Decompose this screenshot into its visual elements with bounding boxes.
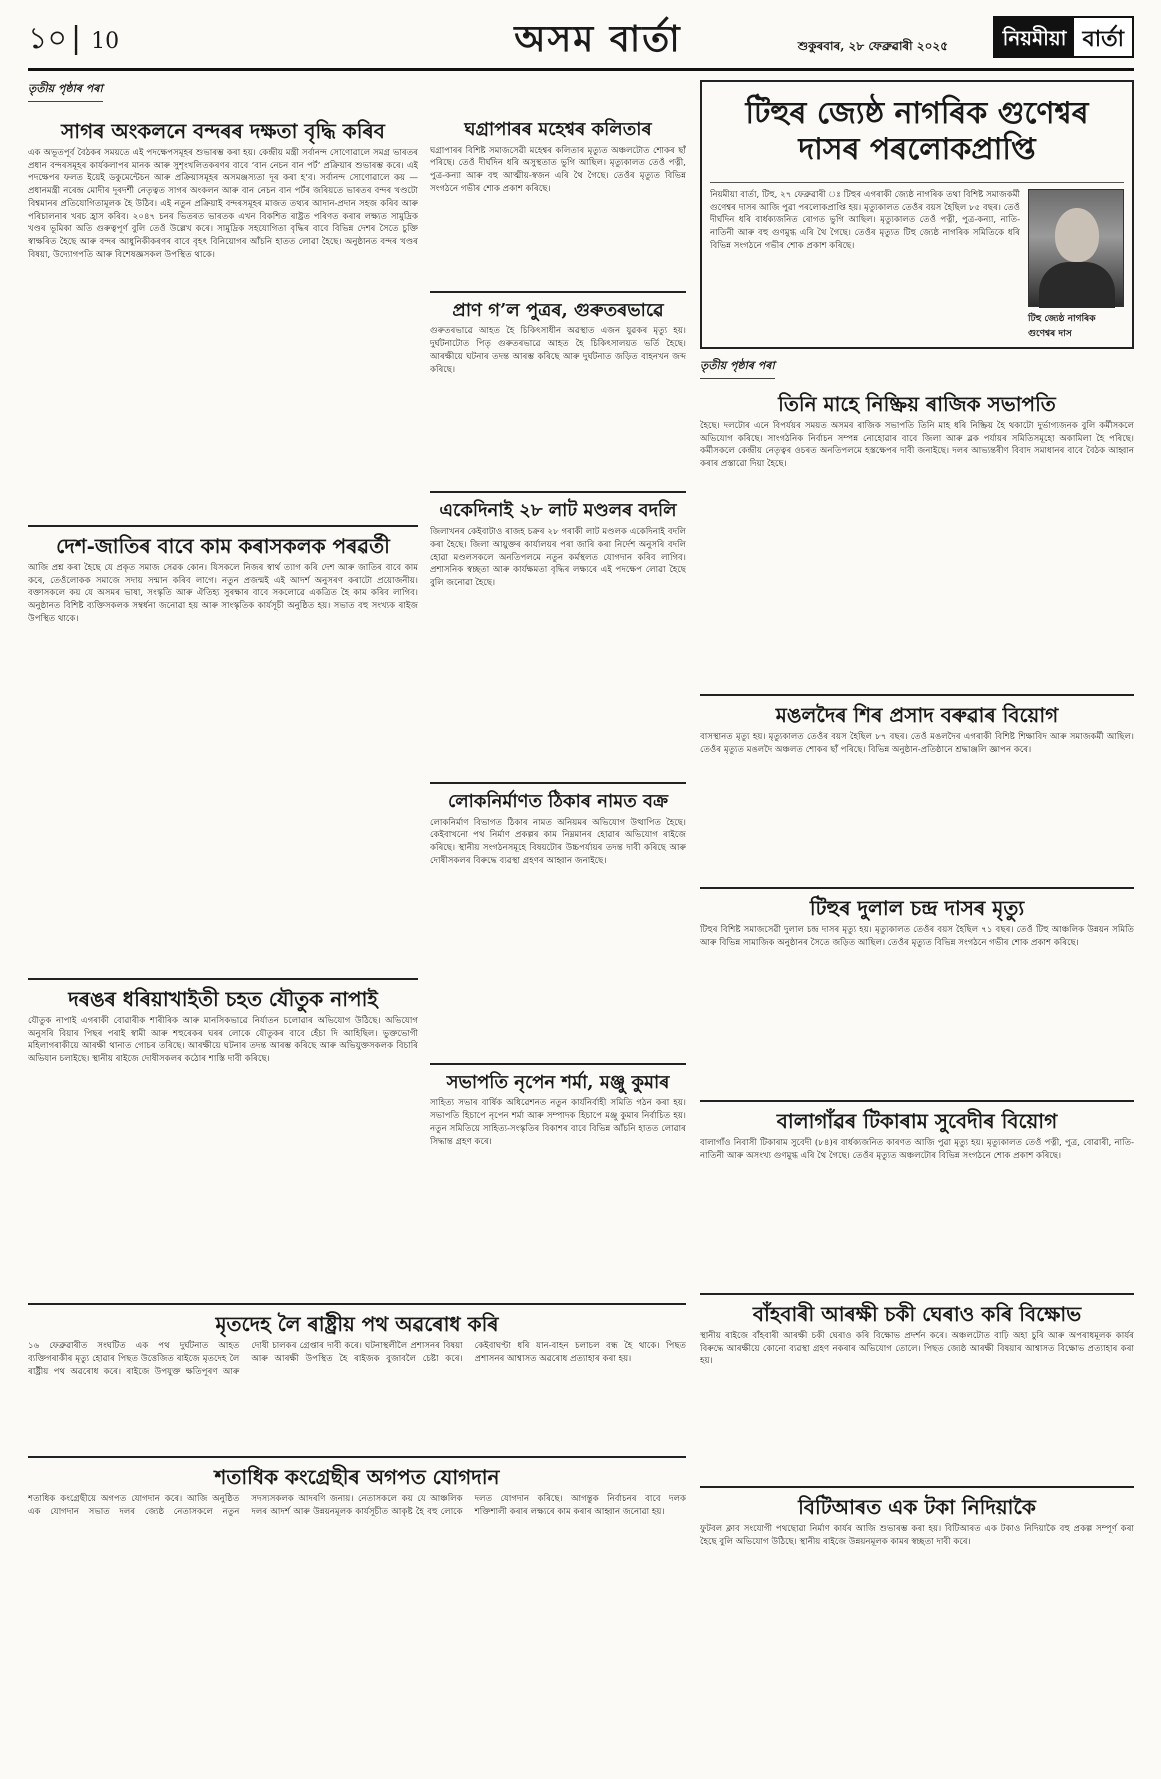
article-headline: দৰঙৰ ধৰিয়াখাইতী চহত যৌতুক নাপাই xyxy=(68,987,378,1011)
feature-body: নিয়মীয়া বাৰ্তা, টিহু, ২৭ ফেব্ৰুৱাৰী ঃ টিহুৰ এগৰাকী জ্যেষ্ঠ নাগৰিক তথা বিশিষ্ট সমাজকৰ্মী গুণেশ্বৰ দাসৰ আজি পুৱা পৰলোকপ্ৰাপ্তি হয়। মৃত্যুকালত তেওঁৰ বয়স হৈছিল ৮৫ বছৰ। তেওঁ দীৰ্ঘদিন ধৰি বাৰ্ধক্যজনিত ৰোগত ভুগি আছিল। মৃত্যুকালত তেওঁ পত্নী, পুত্ৰ-কন্যা, নাতি-নাতিনী আৰু বহু গুণমুগ্ধ এৰি থৈ গৈছে। তেওঁৰ মৃত্যুত টিহু জ্যেষ্ঠ নাগৰিক সমিতিকে ধৰি বিভিন্ন সংগঠনে গভীৰ শোক প্ৰকাশ কৰিছে। xyxy=(710,190,1020,251)
newspaper-logo xyxy=(993,16,1134,58)
article xyxy=(430,112,686,285)
article-body: আজি প্ৰশ্ন কৰা হৈছে যে প্ৰকৃত সমাজ সেৱক কোন। যিসকলে নিজৰ স্বাৰ্থ ত্যাগ কৰি দেশ আৰু জাতিৰ বাবে কাম কৰে, তেওঁলোকক সমাজে সদায় সন্মান কৰিব লাগে। নতুন প্ৰজন্মই এই আদৰ্শ অনুসৰণ কৰাটো প্ৰয়োজনীয়। বক্তাসকলে কয় যে অসমৰ ভাষা, সংস্কৃতি আৰু ঐতিহ্য সুৰক্ষাৰ বাবে সকলোৱে একত্ৰিত হৈ কাম কৰিব লাগিব। অনুষ্ঠানত বিশিষ্ট ব্যক্তিসকলক সম্বৰ্ধনা জনোৱা হয় আৰু সাংস্কৃতিক কাৰ্যসূচী অনুষ্ঠিত হয়। সভাত বহু সংখ্যক ৰাইজ উপস্থিত থাকে। xyxy=(28,563,418,624)
left-side-stories xyxy=(430,106,686,1297)
article xyxy=(700,1293,1134,1480)
article xyxy=(28,525,418,972)
article xyxy=(430,1063,686,1298)
article xyxy=(430,782,686,1057)
article-headline: তিনি মাহে নিষ্ক্ৰিয় ৰাজিক সভাপতি xyxy=(778,392,1056,416)
article-headline: বালাগাঁৱৰ টিকাৰাম সুবেদীৰ বিয়োগ xyxy=(776,1109,1058,1133)
divider xyxy=(710,182,1124,183)
article xyxy=(700,385,1134,688)
article-headline: বাঁহবাৰী আৰক্ষী চকী ঘেৰাও কৰি বিক্ষোভ xyxy=(752,1302,1082,1326)
article-headline: দেশ-জাতিৰ বাবে কাম কৰাসকলক পৰৱৰ্তী xyxy=(56,534,390,558)
article-headline: বিটিআৰত এক টকা নিদিয়াকৈ xyxy=(798,1495,1036,1519)
logo-part-one: নিয়মীয়া xyxy=(995,18,1075,56)
article xyxy=(28,978,418,1235)
article-body: গুৰুতৰভাৱে আহত হৈ চিকিৎসাধীন অৱস্থাত এজন যুৱকৰ মৃত্যু হয়। দুৰ্ঘটনাটোত পিতৃ গুৰুতৰভাৱে আহত হৈ চিকিৎসালয়ত ভৰ্তি হৈছে। আৰক্ষীয়ে ঘটনাৰ তদন্ত আৰম্ভ কৰিছে আৰু দুৰ্ঘটনাত জড়িত বাহনখন জব্দ কৰিছে। xyxy=(430,326,686,375)
article-body: শতাধিক কংগ্ৰেছীয়ে অগপত যোগদান কৰে। আজি অনুষ্ঠিত এক যোগদান সভাত দলৰ জ্যেষ্ঠ নেতাসকলে নতুন সদস্যসকলক আদৰণি জনায়। নেতাসকলে কয় যে আঞ্চলিক দলৰ আদৰ্শ আৰু উন্নয়নমূলক কাৰ্যসূচীত আকৃষ্ট হৈ বহু লোকে দলত যোগদান কৰিছে। আগন্তুক নিৰ্বাচনৰ বাবে দলক শক্তিশালী কৰাৰ লক্ষ্যৰে কাম কৰাৰ আহ্বান জনোৱা হয়। xyxy=(28,1494,686,1518)
article xyxy=(700,1100,1134,1287)
article-body: টিহুৰ বিশিষ্ট সমাজসেৱী দুলাল চন্দ্ৰ দাসৰ মৃত্যু হয়। মৃত্যুকালত তেওঁৰ বয়স হৈছিল ৭১ বছৰ। তেওঁ টিহু আঞ্চলিক উন্নয়ন সমিতি আৰু বিভিন্ন সামাজিক অনুষ্ঠানৰ সৈতে জড়িত আছিল। তেওঁৰ মৃত্যুত বিভিন্ন সংগঠনে গভীৰ শোক প্ৰকাশ কৰিছে। xyxy=(700,925,1134,948)
article-headline: ঘগ্ৰাপাৰৰ মহেশ্বৰ কলিতাৰ xyxy=(464,119,652,140)
feature-photo-block xyxy=(1028,189,1124,341)
article xyxy=(430,491,686,776)
article xyxy=(28,1303,686,1450)
issue-date: শুকুৰবাৰ, ২৮ ফেব্ৰুৱাৰী ২০২৫ xyxy=(797,39,948,53)
article-headline: মঙলদৈৰ শিৰ প্ৰসাদ বৰুৱাৰ বিয়োগ xyxy=(775,703,1059,727)
article-body: লোকনিৰ্মাণ বিভাগত ঠিকাৰ নামত অনিয়মৰ অভিযোগ উত্থাপিত হৈছে। কেইবাখনো পথ নিৰ্মাণ প্ৰকল্পৰ কাম নিম্নমানৰ হোৱাৰ অভিযোগ ৰাইজে কৰিছে। স্থানীয় সংগঠনসমূহে বিষয়টোৰ উচ্চপৰ্যায়ৰ তদন্ত দাবী কৰিছে আৰু দোষীসকলৰ বিৰুদ্ধে ব্যৱস্থা গ্ৰহণৰ আহ্বান জনাইছে। xyxy=(430,817,686,866)
article xyxy=(700,1486,1134,1603)
article-headline: শতাধিক কংগ্ৰেছীৰ অগপত যোগদান xyxy=(214,1465,500,1490)
feature-box xyxy=(700,80,1134,349)
article xyxy=(430,291,686,486)
article-body: বালাগাঁও নিবাসী টিকাৰাম সুবেদী (৮৪)ৰ বাৰ্ধক্যজনিত কাৰণত আজি পুৱা মৃত্যু হয়। মৃত্যুকালত তেওঁ পত্নী, পুত্ৰ, বোৱাৰী, নাতি-নাতিনী আৰু অসংখ্য গুণমুগ্ধ এৰি থৈ গৈছে। তেওঁৰ মৃত্যুত অঞ্চলটোৰ বিভিন্ন সংগঠনে শোক প্ৰকাশ কৰিছে। xyxy=(700,1138,1134,1161)
article xyxy=(700,887,1134,1094)
article-headline: সভাপতি নৃপেন শৰ্মা, মঞ্জু কুমাৰ xyxy=(446,1071,670,1093)
article xyxy=(700,694,1134,881)
article-body: ফুটবল ক্লাব সংযোগী পথছোৱা নিৰ্মাণ কাৰ্যৰ আজি শুভাৰম্ভ কৰা হয়। বিটিআৰত এক টকাও নিদিয়াকৈ বহু প্ৰকল্প সম্পূৰ্ণ কৰা হৈছে বুলি অভিযোগ উঠিছে। স্থানীয় ৰাইজে উন্নয়নমূলক কামৰ স্বচ্ছতা দাবী কৰে। xyxy=(700,1524,1134,1547)
article-body: স্থানীয় ৰাইজে বাঁহবাৰী আৰক্ষী চকী ঘেৰাও কৰি বিক্ষোভ প্ৰদৰ্শন কৰে। অঞ্চলটোত বাঢ়ি অহা চুৰি আৰু অপৰাধমূলক কাৰ্যৰ বিৰুদ্ধে আৰক্ষীয়ে কোনো ব্যৱস্থা গ্ৰহণ নকৰাৰ অভিযোগ তোলে। পিছত জ্যেষ্ঠ আৰক্ষী বিষয়াৰ আশ্বাসত বিক্ষোভ প্ৰত্যাহাৰ কৰা হয়। xyxy=(700,1331,1134,1367)
article-body: বাসস্থানত মৃত্যু হয়। মৃত্যুকালত তেওঁৰ বয়স হৈছিল ৮৭ বছৰ। তেওঁ মঙলদৈৰ এগৰাকী বিশিষ্ট শিক্ষাবিদ আৰু সমাজকৰ্মী আছিল। তেওঁৰ মৃত্যুত মঙলদৈ অঞ্চলত শোকৰ ছাঁ পৰিছে। বিভিন্ন অনুষ্ঠান-প্ৰতিষ্ঠানে শ্ৰদ্ধাঞ্জলি জ্ঞাপন কৰে। xyxy=(700,732,1134,755)
left-column xyxy=(28,80,686,1593)
photo-caption: টিহু জ্যেষ্ঠ নাগৰিক গুণেশ্বৰ দাস xyxy=(1028,314,1096,339)
masthead xyxy=(28,12,1134,66)
feature-headline: টিহুৰ জ্যেষ্ঠ নাগৰিক গুণেশ্বৰ দাসৰ পৰলোকপ্ৰাপ্তি xyxy=(745,96,1089,167)
article-body: এক অভূতপূৰ্ব বৈঠকৰ সময়তে এই পদক্ষেপসমূহৰ শুভাৰম্ভ কৰা হয়। কেন্দ্ৰীয় মন্ত্ৰী সৰ্বানন্দ সোণোৱালে সমগ্ৰ ভাৰতৰ প্ৰধান বন্দৰসমূহৰ কাৰ্যকলাপৰ মানক আৰু সুশৃংখলিতকৰণৰ বাবে ‘বান নেচন বান পৰ্ট’ প্ৰক্ৰিয়াৰ শুভাৰম্ভ কৰে। এই পদক্ষেপৰ ফলত ইয়েই ডকুমেন্টেচন আৰু প্ৰক্ৰিয়াসমূহৰ অসমঞ্জস্যতা দূৰ কৰা হ’ব। সৰ্বানন্দ সোণোৱালে কয় — প্ৰধানমন্ত্ৰী নৰেন্দ্ৰ মোদীৰ দূৰদৰ্শী নেতৃত্বত সাগৰ অংকলন আৰু বান নেচন বান পৰ্টৰ জৰিয়তে ভাৰতৰ বন্দৰ খণ্ডটো বিশ্বমানৰ প্ৰতিযোগিতামূলক হৈ উঠিব। এই নতুন প্ৰক্ৰিয়াই বন্দৰসমূহৰ মাজত তথ্যৰ আদান-প্ৰদান সহজ কৰিব আৰু পৰিচালনাৰ খৰচ হ্ৰাস কৰিব। ২০৪৭ চনৰ ভিতৰত ভাৰতক এখন বিকশিত ৰাষ্ট্ৰত পৰিণত কৰাৰ লক্ষ্যত সামুদ্ৰিক খণ্ডৰ ভূমিকা অতি গুৰুত্বপূৰ্ণ বুলি তেওঁ উল্লেখ কৰে। সামুদ্ৰিক সহযোগিতা বৃদ্ধিৰ বাবে বিভিন্ন দেশৰ সৈতে চুক্তি স্বাক্ষৰিত হৈছে আৰু বন্দৰ আধুনিকীকৰণৰ বাবে বৃহৎ বিনিয়োগৰ আঁচনি হাতত লোৱা হৈছে। অনুষ্ঠানত বন্দৰ খণ্ডৰ বিষয়া, উদ্যোগপতি আৰু বিশেষজ্ঞসকল উপস্থিত থাকে। xyxy=(28,148,418,260)
article-headline: সাগৰ অংকলনে বন্দৰৰ দক্ষতা বৃদ্ধি কৰিব xyxy=(61,119,385,143)
section-title: অসম বাৰ্তা xyxy=(514,18,682,60)
article-headline: একেদিনাই ২৮ লাট মণ্ডলৰ বদলি xyxy=(439,500,677,522)
page-number-latin: 10 xyxy=(91,29,120,54)
masthead-rule xyxy=(28,68,1134,71)
article-body: সাহিত্য সভাৰ বাৰ্ষিক অধিৱেশনত নতুন কাৰ্যনিৰ্বাহী সমিতি গঠন কৰা হয়। সভাপতি হিচাপে নৃপেন শৰ্মা আৰু সম্পাদক হিচাপে মঞ্জু কুমাৰ নিৰ্বাচিত হয়। নতুন সমিতিয়ে সাহিত্য-সংস্কৃতিৰ বিকাশৰ বাবে বিভিন্ন আঁচনি হাতত লোৱাৰ সিদ্ধান্ত গ্ৰহণ কৰে। xyxy=(430,1098,686,1147)
article-headline: টিহুৰ দুলাল চন্দ্ৰ দাসৰ মৃত্যু xyxy=(809,896,1025,920)
article-body: ঘগ্ৰাপাৰৰ বিশিষ্ট সমাজসেৱী মহেশ্বৰ কলিতাৰ মৃত্যুত অঞ্চলটোত শোকৰ ছাঁ পৰিছে। তেওঁ দীৰ্ঘদিন ধৰি অসুস্থতাত ভুগি আছিল। মৃত্যুকালত তেওঁ পত্নী, পুত্ৰ-কন্যা আৰু বহু আত্মীয়-স্বজন এৰি থৈ গৈছে। তেওঁৰ মৃত্যুত বিভিন্ন সংগঠনে গভীৰ শোক প্ৰকাশ কৰিছে। xyxy=(430,145,686,194)
left-main-stories xyxy=(28,106,418,1297)
jump-note: তৃতীয় পৃষ্ঠাৰ পৰা xyxy=(700,357,1134,379)
portrait-photo xyxy=(1028,189,1124,307)
article-headline: মৃতদেহ লৈ ৰাষ্ট্ৰীয় পথ অৱৰোধ কৰি xyxy=(215,1312,499,1337)
feature-content xyxy=(710,189,1124,341)
jump-note: তৃতীয় পৃষ্ঠাৰ পৰা xyxy=(28,80,686,102)
article xyxy=(28,112,418,519)
article-headline: লোকনিৰ্মাণত ঠিকাৰ নামত বক্ৰ xyxy=(447,791,669,813)
article-headline: প্ৰাণ গ’ল পুত্ৰৰ, গুৰুতৰভাৱে xyxy=(452,299,664,321)
article-body: যৌতুক নাপাই এগৰাকী বোৱাৰীক শাৰীৰিক আৰু মানসিকভাৱে নিৰ্যাতন চলোৱাৰ অভিযোগ উঠিছে। অভিযোগ অনুসৰি বিয়াৰ পিছৰ পৰাই স্বামী আৰু শহুৰেকৰ ঘৰৰ লোকে যৌতুকৰ বাবে হেঁচা দি আহিছিল। ভুক্তভোগী মহিলাগৰাকীয়ে আৰক্ষী থানাত গোচৰ তৰিছে। আৰক্ষীয়ে ঘটনাৰ তদন্ত আৰম্ভ কৰিছে আৰু অভিযুক্তসকলক বিচাৰি অভিযান চলাইছে। স্থানীয় ৰাইজে দোষীসকলৰ কঠোৰ শাস্তি দাবী কৰিছে। xyxy=(28,1016,418,1065)
article-body: ১৬ ফেব্ৰুৱাৰীত সংঘটিত এক পথ দুৰ্ঘটনাত আহত ব্যক্তিগৰাকীৰ মৃত্যু হোৱাৰ পিছত উত্তেজিত ৰাইজে মৃতদেহ লৈ ৰাষ্ট্ৰীয় পথ অৱৰোধ কৰে। ৰাইজে উপযুক্ত ক্ষতিপূৰণ আৰু দোষী চালকৰ গ্ৰেপ্তাৰ দাবী কৰে। ঘটনাস্থলীলৈ প্ৰশাসনৰ বিষয়া আৰু আৰক্ষী উপস্থিত হৈ ৰাইজক বুজাবলৈ চেষ্টা কৰে। কেইবাঘণ্টা ধৰি যান-বাহন চলাচল বন্ধ হৈ থাকে। পিছত প্ৰশাসনৰ আশ্বাসত অৱৰোধ প্ৰত্যাহাৰ কৰা হয়। xyxy=(28,1341,686,1377)
article xyxy=(28,1456,686,1593)
article-body: হৈছে। দলটোৰ এনে বিপৰ্যয়ৰ সময়ত অসমৰ ৰাজিক সভাপতি তিনি মাহ ধৰি নিষ্ক্ৰিয় হৈ থকাটো দুৰ্ভাগ্যজনক বুলি কৰ্মীসকলে অভিযোগ কৰিছে। সাংগঠনিক নিৰ্বাচন সম্পন্ন নোহোৱাৰ বাবে জিলা আৰু ব্লক পৰ্যায়ৰ সমিতিসমূহো অকামিলা হৈ পৰিছে। কৰ্মীসকলে কেন্দ্ৰীয় নেতৃত্বৰ ওচৰত অনতিপলমে হস্তক্ষেপৰ দাবী জনাইছে। দলৰ আভ্যন্তৰীণ বিবাদ সমাধানৰ বাবে বৈঠক আহ্বান কৰাৰ প্ৰস্তাৱো দিয়া হৈছে। xyxy=(700,421,1134,470)
logo-part-two: বাৰ্তা xyxy=(1074,18,1132,56)
page-number-bengali: ১০ xyxy=(28,21,67,56)
article-body: জিলাখনৰ কেইবাটাও ৰাজহ চক্ৰৰ ২৮ গৰাকী লাট মণ্ডলক একেদিনাই বদলি কৰা হৈছে। জিলা আয়ুক্তৰ কাৰ্যালয়ৰ পৰা জাৰি কৰা নিৰ্দেশ অনুসৰি বদলি হোৱা মণ্ডলসকলে অনতিপলমে নতুন কৰ্মস্থলত যোগদান কৰিব লাগিব। প্ৰশাসনিক স্বচ্ছতা আৰু কাৰ্যক্ষমতা বৃদ্ধিৰ লক্ষ্যৰে এই পদক্ষেপ লোৱা হৈছে বুলি জনোৱা হৈছে। xyxy=(430,527,686,588)
page-number: ১০ | 10 xyxy=(28,21,120,56)
right-column xyxy=(700,80,1134,1603)
